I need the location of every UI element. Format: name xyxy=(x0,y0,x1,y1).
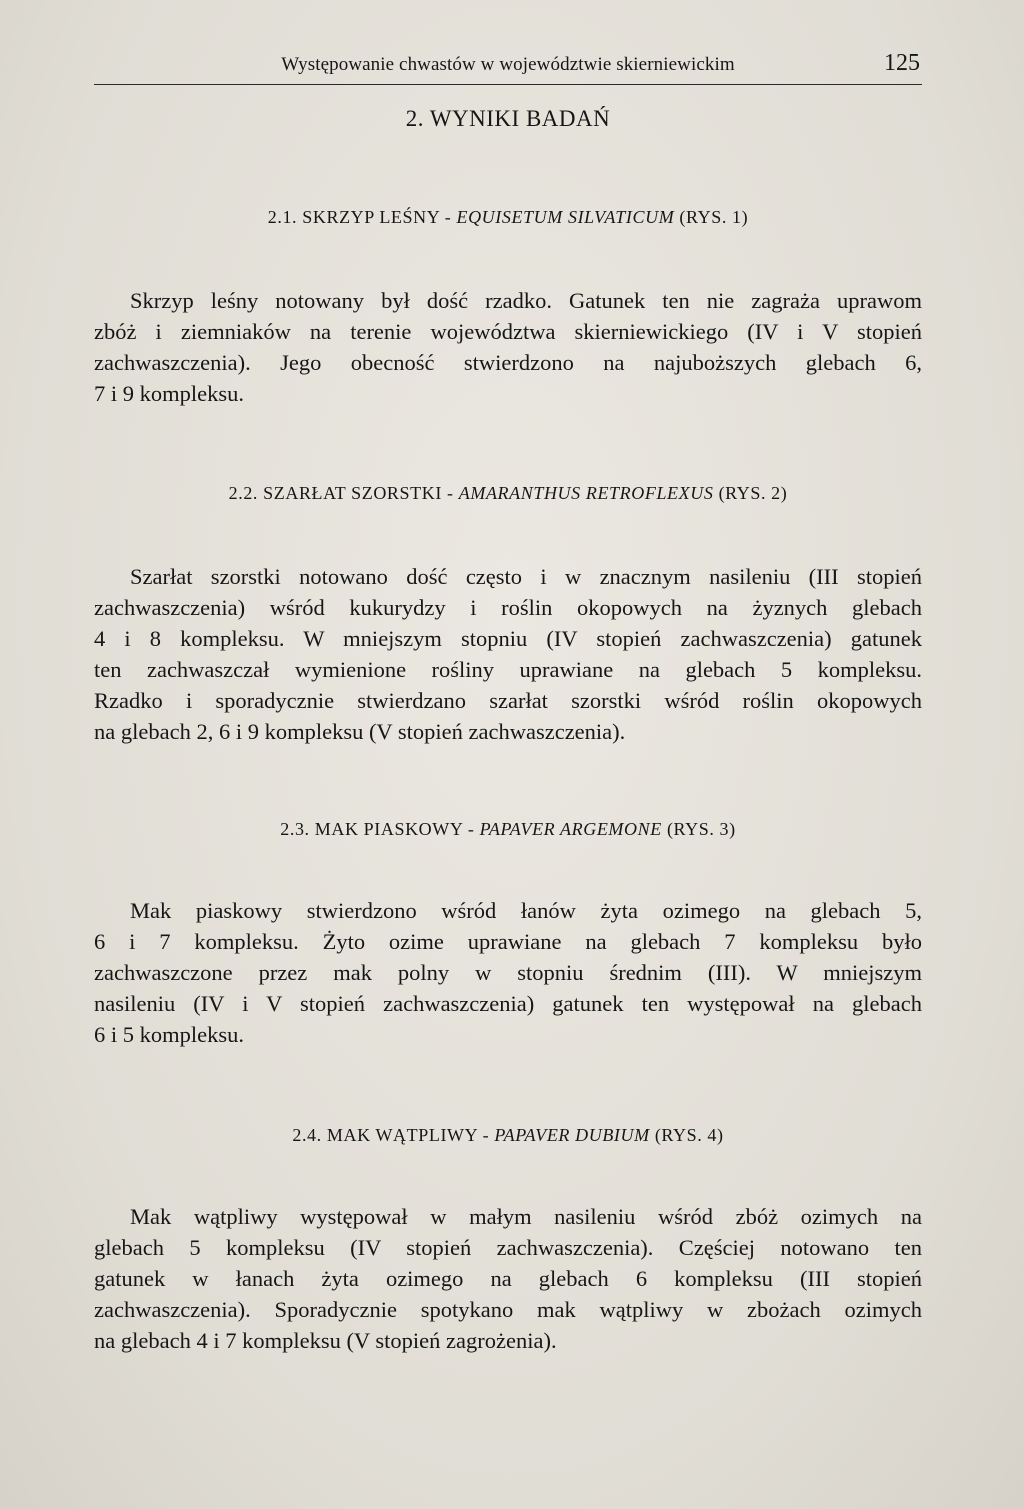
section-heading-2-2 xyxy=(94,483,922,504)
paragraph-line: na glebach 2, 6 i 9 kompleksu (V stopień zachwaszczenia). xyxy=(94,719,626,744)
paragraph-line: nasileniu (IV i V stopień zachwaszczenia) gatunek ten występował na glebach xyxy=(94,991,922,1016)
running-header xyxy=(94,50,922,85)
paragraph-line: zachwaszczone przez mak polny w stopniu średnim (III). W mniejszym xyxy=(94,960,922,985)
chapter-title: 2. WYNIKI BADAŃ xyxy=(405,106,611,131)
paragraph-line: Mak piaskowy stwierdzono wśród łanów żyta ozimego na glebach 5, xyxy=(130,898,922,923)
paragraph-line: Mak wątpliwy występował w małym nasileniu wśród zbóż ozimych na xyxy=(130,1204,922,1229)
section-number: 2.4. xyxy=(292,1125,322,1145)
paragraph-line: na glebach 4 i 7 kompleksu (V stopień zagrożenia). xyxy=(94,1328,557,1353)
section-figure-ref: (RYS. 2) xyxy=(718,483,788,503)
section-figure-ref: (RYS. 3) xyxy=(666,819,736,839)
section-dash: - xyxy=(467,819,475,839)
paragraph-line: Szarłat szorstki notowano dość często i w znacznym nasileniu (III stopień xyxy=(130,564,922,589)
paragraph-2-3 xyxy=(94,895,922,1050)
paragraph-2-4 xyxy=(94,1201,922,1356)
paragraph-line: 7 i 9 kompleksu. xyxy=(94,381,244,406)
paragraph-line: gatunek w łanach żyta ozimego na glebach 6 kompleksu (III stopień xyxy=(94,1266,922,1291)
section-heading-2-3 xyxy=(94,819,922,840)
section-heading-2-4 xyxy=(94,1125,922,1146)
paragraph-line: zachwaszczenia). Jego obecność stwierdzono na najuboższych glebach 6, xyxy=(94,350,922,375)
paragraph-line: zachwaszczenia) wśród kukurydzy i roślin okopowych na żyznych glebach xyxy=(94,595,922,620)
section-dash: - xyxy=(482,1125,490,1145)
section-figure-ref: (RYS. 4) xyxy=(654,1125,724,1145)
running-title: Występowanie chwastów w województwie skierniewickim xyxy=(281,54,735,75)
section-dash: - xyxy=(444,207,452,227)
section-latin-name: PAPAVER DUBIUM xyxy=(494,1125,650,1145)
paragraph-line: ten zachwaszczał wymienione rośliny uprawiane na glebach 5 kompleksu. xyxy=(94,657,922,682)
paragraph-2-1 xyxy=(94,285,922,409)
section-figure-ref: (RYS. 1) xyxy=(679,207,749,227)
section-dash: - xyxy=(447,483,454,503)
paragraph-line: zachwaszczenia). Sporadycznie spotykano mak wątpliwy w zbożach ozimych xyxy=(94,1297,922,1322)
page-number: 125 xyxy=(884,50,920,76)
section-number: 2.2. xyxy=(228,483,259,503)
section-latin-name: PAPAVER ARGEMONE xyxy=(479,819,662,839)
section-heading-2-1 xyxy=(94,207,922,228)
paragraph-line: zbóż i ziemniaków na terenie województwa skierniewickiego (IV i V stopień xyxy=(94,319,922,344)
section-latin-name: AMARANTHUS RETROFLEXUS xyxy=(458,483,714,503)
paragraph-2-2 xyxy=(94,561,922,747)
paragraph-line: Skrzyp leśny notowany był dość rzadko. Gatunek ten nie zagraża uprawom xyxy=(130,288,922,313)
section-name: SZARŁAT SZORSTKI xyxy=(263,483,442,503)
paragraph-line: 6 i 5 kompleksu. xyxy=(94,1022,244,1047)
section-name: MAK PIASKOWY xyxy=(314,819,463,839)
section-number: 2.1. xyxy=(267,207,298,227)
paragraph-line: Rzadko i sporadycznie stwierdzano szarłat szorstki wśród roślin okopowych xyxy=(94,688,922,713)
section-name: MAK WĄTPLIWY xyxy=(326,1125,478,1145)
paragraph-line: 4 i 8 kompleksu. W mniejszym stopniu (IV stopień zachwaszczenia) gatunek xyxy=(94,626,922,651)
section-latin-name: EQUISETUM SILVATICUM xyxy=(456,207,675,227)
section-number: 2.3. xyxy=(280,819,310,839)
section-name: SKRZYP LEŚNY xyxy=(302,207,440,227)
paragraph-line: 6 i 7 kompleksu. Żyto ozime uprawiane na glebach 7 kompleksu było xyxy=(94,929,922,954)
paragraph-line: glebach 5 kompleksu (IV stopień zachwaszczenia). Częściej notowano ten xyxy=(94,1235,922,1260)
